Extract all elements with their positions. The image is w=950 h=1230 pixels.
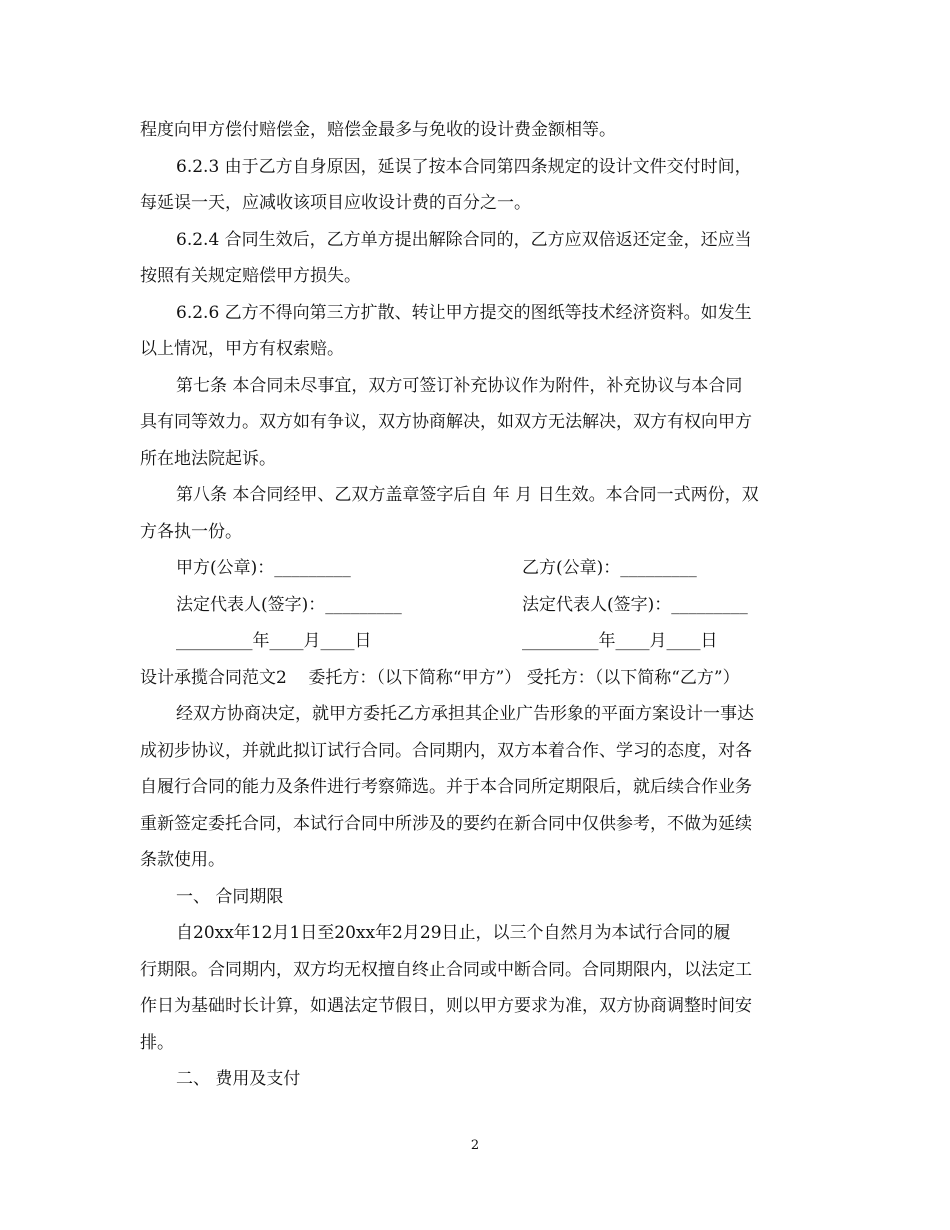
intro-line: 条款使用。: [140, 850, 225, 870]
party-b-date-field: _________年____月____日: [522, 631, 718, 651]
intro-line: 经双方协商决定，就甲方委托乙方承担其企业广告形象的平面方案设计一事达: [176, 704, 754, 724]
clause-6-2-3-line: 每延误一天，应减收该项目应收设计费的百分之一。: [140, 193, 531, 213]
section-1-line: 自20xx年12月1日至20xx年2月29日止，以三个自然月为本试行合同的履: [176, 923, 731, 943]
section-2-heading: 二、 费用及支付: [176, 1069, 301, 1089]
party-a-representative-field: 法定代表人(签字)：_________: [176, 595, 402, 615]
section-1-line: 作日为基础时长计算，如遇法定节假日，则以甲方要求为准，双方协商调整时间安: [140, 996, 752, 1016]
clause-6-2-6-line: 以上情况，甲方有权索赔。: [140, 339, 344, 359]
clause-6-2-6-line: 6.2.6 乙方不得向第三方扩散、转让甲方提交的图纸等技术经济资料。如发生: [176, 303, 752, 323]
article-7-line: 所在地法院起诉。: [140, 449, 276, 469]
clause-6-2-4-line: 按照有关规定赔偿甲方损失。: [140, 266, 361, 286]
article-8-line: 第八条 本合同经甲、乙双方盖章签字后自 年 月 日生效。本合同一式两份，双: [176, 485, 759, 505]
clause-6-2-3-line: 6.2.3 由于乙方自身原因，延误了按本合同第四条规定的设计文件交付时间，: [176, 157, 752, 177]
party-b-seal-field: 乙方(公章)：_________: [522, 558, 697, 578]
intro-line: 自履行合同的能力及条件进行考察筛选。并于本合同所定期限后，就后续合作业务: [140, 777, 752, 797]
article-7-line: 具有同等效力。双方如有争议，双方协商解决，如双方无法解决，双方有权向甲方: [140, 412, 752, 432]
intro-line: 成初步协议，并就此拟订试行合同。合同期内，双方本着合作、学习的态度，对各: [140, 741, 752, 761]
clause-6-2-4-line: 6.2.4 合同生效后，乙方单方提出解除合同的，乙方应双倍返还定金，还应当: [176, 230, 752, 250]
party-a-date-field: _________年____月____日: [176, 631, 372, 651]
article-8-line: 方各执一份。: [140, 522, 242, 542]
party-a-seal-field: 甲方(公章)：_________: [176, 558, 351, 578]
section-1-line: 排。: [140, 1033, 174, 1053]
section-1-heading: 一、 合同期限: [176, 887, 284, 907]
page-number: 2: [470, 1138, 480, 1153]
party-b-representative-field: 法定代表人(签字)：_________: [522, 595, 748, 615]
second-contract-header: 设计承揽合同范文2 委托方：（以下简称“甲方”） 受托方：（以下简称“乙方”）: [140, 668, 740, 688]
article-7-line: 第七条 本合同未尽事宜，双方可签订补充协议作为附件，补充协议与本合同: [176, 376, 743, 396]
intro-line: 重新签定委托合同，本试行合同中所涉及的要约在新合同中仅供参考，不做为延续: [140, 814, 752, 834]
paragraph-line: 程度向甲方偿付赔偿金，赔偿金最多与免收的设计费金额相等。: [140, 120, 616, 140]
section-1-line: 行期限。合同期内，双方均无权擅自终止合同或中断合同。合同期限内，以法定工: [140, 960, 752, 980]
